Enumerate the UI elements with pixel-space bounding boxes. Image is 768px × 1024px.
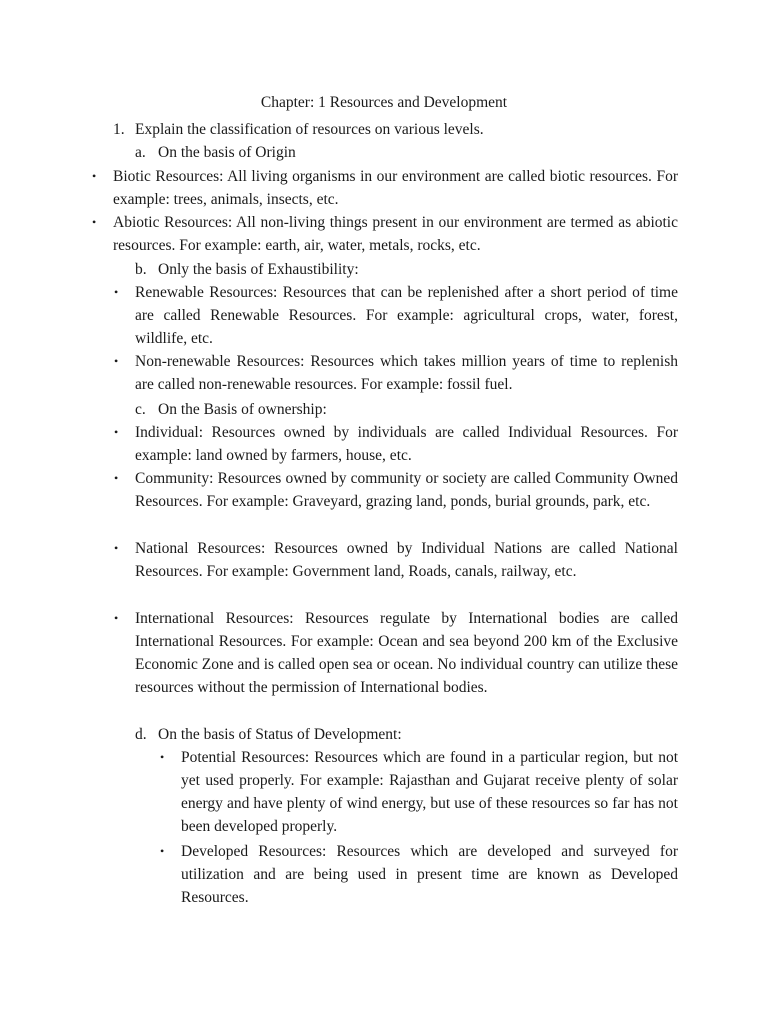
section-letter: d. [135, 726, 147, 743]
list-item: Biotic Resources: All living organisms in our environment are called biotic resources. For example: trees, animals, insects, etc. [113, 168, 678, 208]
list-item: Individual: Resources owned by individuals are called Individual Resources. For example: land owned by farmers, house, etc. [135, 424, 678, 464]
list-item: National Resources: Resources owned by Individual Nations are called National Resources. For example: Government land, Roads, canals, railway, etc. [135, 540, 678, 580]
list-item: Non-renewable Resources: Resources which takes million years of time to replenish are called non-renewable resources. For example: fossil fuel. [135, 353, 678, 393]
list-item: Potential Resources: Resources which are found in a particular region, but not yet used properly. For example: Rajasthan and Gujarat receive plenty of solar energy and have plenty of wind energy, but use of these resources so far has not been developed properly. [181, 749, 678, 835]
bullet-icon: • [160, 750, 165, 764]
bullet-icon: • [114, 354, 119, 368]
page-title: Chapter: 1 Resources and Development [260, 94, 508, 111]
bullet-icon: • [114, 471, 119, 485]
list-item: Abiotic Resources: All non-living things present in our environment are termed as abiotic resources. For example: earth, air, water, metals, rocks, etc. [113, 214, 678, 254]
bullet-icon: • [114, 425, 119, 439]
question-number: 1. [113, 121, 125, 138]
bullet-icon: • [160, 844, 165, 858]
section-heading: Only the basis of Exhaustibility: [158, 261, 359, 278]
section-heading: On the basis of Status of Development: [158, 726, 402, 743]
list-item: Community: Resources owned by community or society are called Community Owned Resources. For example: Graveyard, grazing land, ponds, burial grounds, park, etc. [135, 470, 678, 510]
bullet-icon: • [92, 215, 97, 229]
list-item: Developed Resources: Resources which are developed and surveyed for utilization and are being used in present time are known as Developed Resources. [181, 843, 678, 906]
section-letter: c. [135, 401, 146, 418]
list-item: International Resources: Resources regulate by International bodies are called International Resources. For example: Ocean and sea beyond 200 km of the Exclusive Economic Zone and is called open sea or ocean. No individual country can utilize these resources without the permission of International bodies. [135, 610, 678, 696]
section-letter: b. [135, 261, 147, 278]
section-letter: a. [135, 144, 146, 161]
section-heading: On the Basis of ownership: [158, 401, 327, 418]
list-item: Renewable Resources: Resources that can be replenished after a short period of time are called Renewable Resources. For example: agricultural crops, water, forest, wildlife, etc. [135, 284, 678, 347]
section-heading: On the basis of Origin [158, 144, 296, 161]
question-text: Explain the classification of resources on various levels. [135, 121, 484, 138]
bullet-icon: • [114, 541, 119, 555]
bullet-icon: • [114, 611, 119, 625]
bullet-icon: • [114, 285, 119, 299]
bullet-icon: • [92, 169, 97, 183]
